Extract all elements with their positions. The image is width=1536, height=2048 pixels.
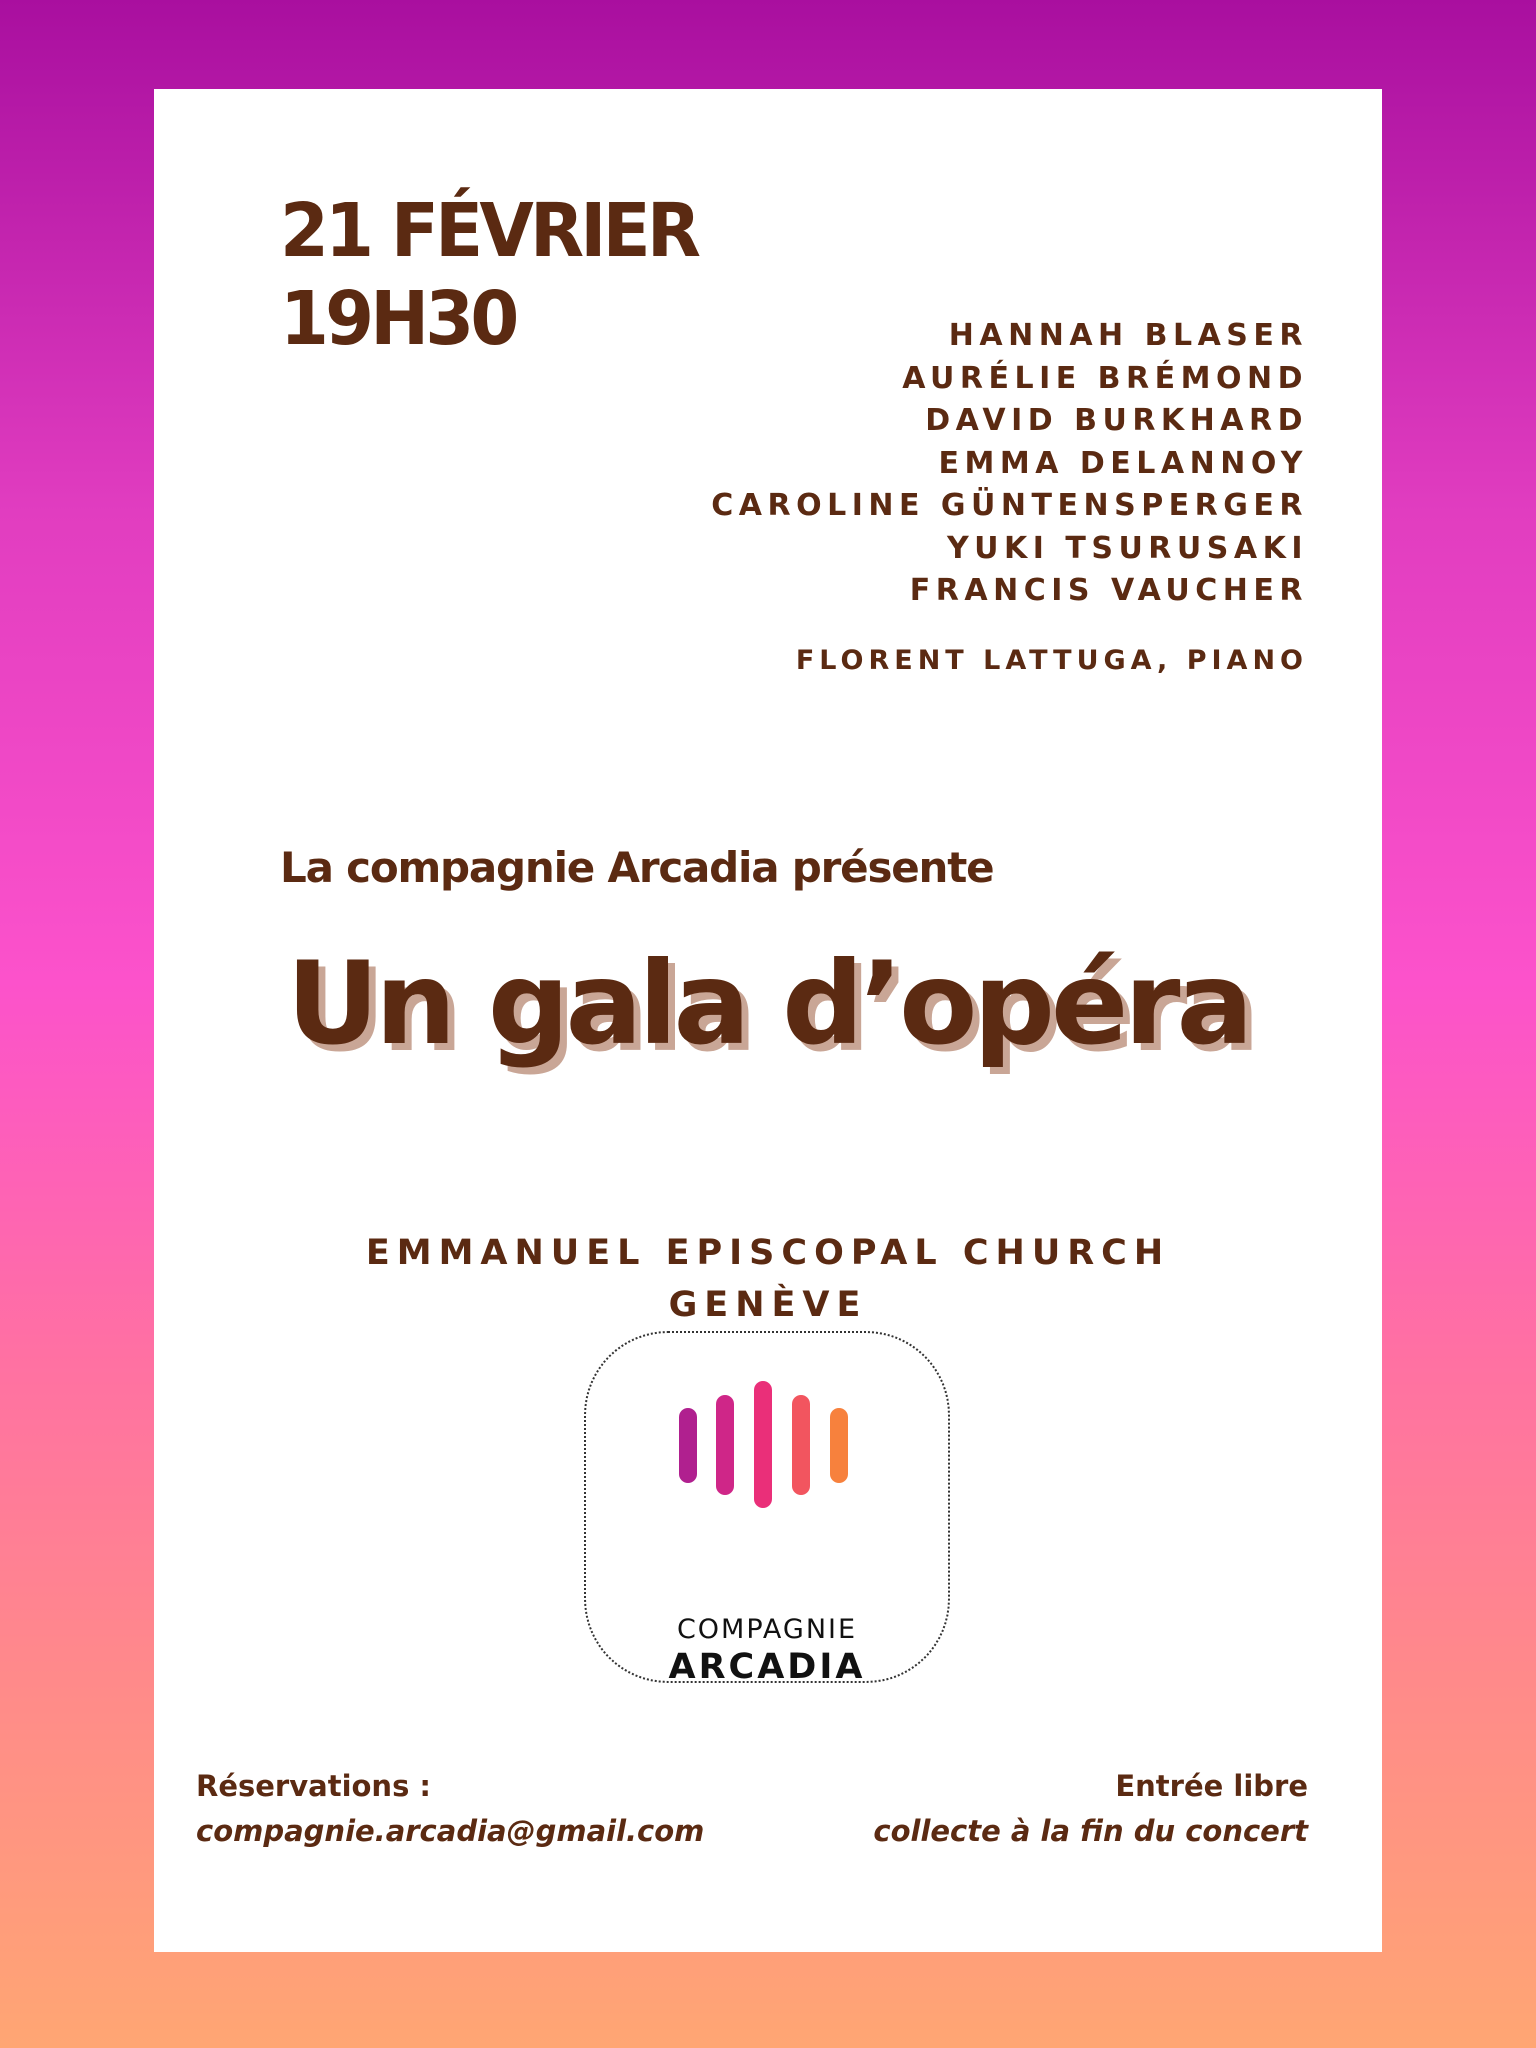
performer-name: EMMA DELANNOY: [938, 445, 1308, 481]
company-logo: [584, 1331, 950, 1687]
pianist: FLORENT LATTUGA, PIANO: [795, 645, 1308, 676]
event-date: [280, 187, 697, 363]
logo-bar: [830, 1408, 848, 1483]
presenter-line: La compagnie Arcadia présente: [280, 843, 994, 892]
logo-bar: [754, 1381, 772, 1508]
logo-wordmark-bottom: ARCADIA: [668, 1647, 866, 1687]
performer-list: [711, 315, 1308, 613]
entry-label: Entrée libre: [1115, 1769, 1308, 1803]
performer-name: FRANCIS VAUCHER: [909, 573, 1308, 608]
logo-bar: [679, 1408, 697, 1483]
collection-note: collecte à la fin du concert: [873, 1814, 1308, 1848]
logo-bar: [716, 1395, 734, 1495]
poster-card: [154, 89, 1382, 1952]
performer-name: AURÉLIE BRÉMOND: [902, 360, 1308, 396]
event-day: 21 FÉVRIER: [280, 188, 698, 274]
event-time: 19H30: [280, 276, 516, 362]
reservations-label: Réservations :: [196, 1769, 432, 1803]
entry-block: [873, 1764, 1308, 1854]
performer-name: DAVID BURKHARD: [925, 403, 1308, 438]
event-title: Un gala d’opéra: [286, 937, 1250, 1070]
logo-wordmark-top: COMPAGNIE: [676, 1614, 858, 1645]
performer-name: HANNAH BLASER: [948, 318, 1308, 353]
logo-bar: [792, 1395, 810, 1495]
reservation-email: compagnie.arcadia@gmail.com: [196, 1814, 705, 1848]
venue-city: GENÈVE: [668, 1285, 868, 1325]
performer-name: CAROLINE GÜNTENSPERGER: [711, 488, 1308, 523]
reservations-block: [196, 1764, 704, 1854]
performer-name: YUKI TSURUSAKI: [946, 530, 1308, 566]
venue: [154, 1227, 1382, 1331]
venue-name: EMMANUEL EPISCOPAL CHURCH: [365, 1233, 1171, 1273]
